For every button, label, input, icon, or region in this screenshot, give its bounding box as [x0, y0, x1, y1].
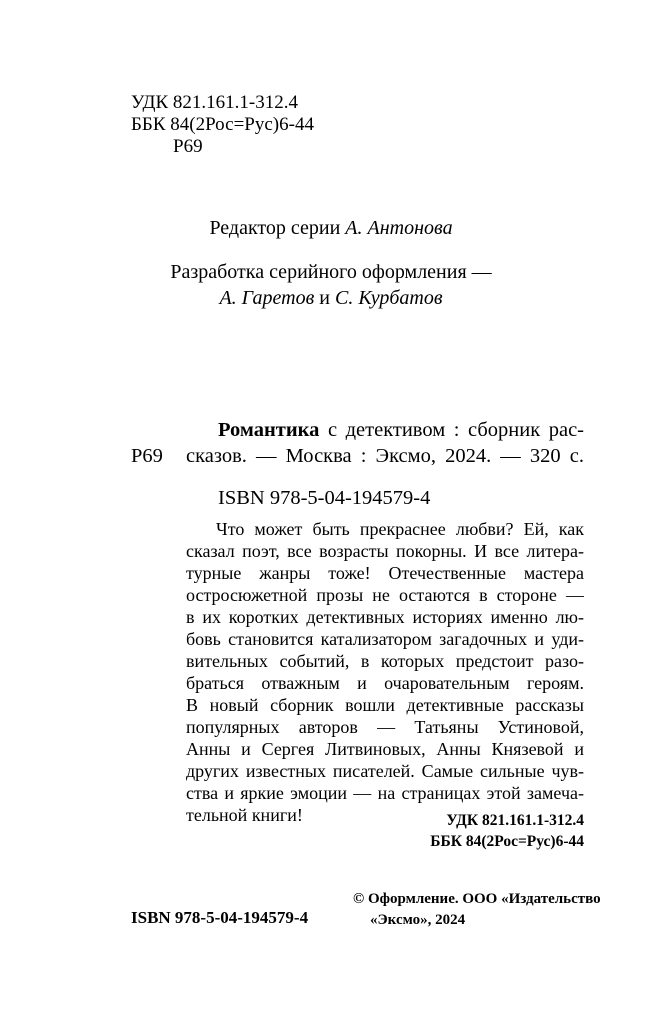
series-editor-label: Редактор серии	[209, 217, 341, 239]
annotation-line: Анны и Сергея Литвиновых, Анны Князевой и	[186, 739, 584, 759]
annotation-line: браться отважным и очаровательным героям.	[186, 673, 584, 693]
series-editor-line	[0, 215, 662, 241]
bib-title-line	[186, 417, 584, 443]
designer-1: А. Гаретов	[219, 287, 315, 309]
bib-isbn: ISBN 978-5-04-194579-4	[218, 487, 431, 509]
bib-title-bold: Романтика	[218, 419, 320, 441]
annotation-line: популярных авторов — Татьяны Устиновой,	[186, 717, 584, 737]
annotation-line: ства и яркие эмоции — на страницах этой замеча-	[186, 783, 584, 803]
bib-author-mark: Р69	[131, 445, 163, 467]
annotation-line: вительных событий, в которых предстоит разо-	[186, 651, 584, 671]
copyright-line-2: «Эксмо», 2024	[370, 912, 466, 928]
designers-line	[0, 285, 662, 311]
annotation-line: остросюжетной прозы не остаются в стороне —	[186, 585, 584, 605]
author-mark: Р69	[173, 136, 203, 157]
bib-line-2: сказов. — Москва : Эксмо, 2024. — 320 с.	[186, 445, 584, 467]
annotation-line: В новый сборник вошли детективные рассказы	[186, 695, 584, 715]
bottom-bbk-code: ББК 84(2Рос=Рус)6-44	[430, 833, 584, 850]
designer-2: С. Курбатов	[334, 287, 443, 309]
annotation-line: тельной книги!	[186, 805, 303, 825]
annotation-line: бовь становится катализатором загадочных и уди-	[186, 629, 584, 649]
annotation-line: других известных писателей. Самые сильные чув-	[186, 761, 584, 781]
annotation-line: турные жанры тоже! Отечественные мастера	[186, 563, 584, 583]
annotation	[186, 518, 584, 826]
bbk-code: ББК 84(2Рос=Рус)6-44	[131, 114, 314, 135]
annotation-line: сказал поэт, все возрасты покорны. И все литера-	[186, 541, 584, 561]
series-editor-name: А. Антонова	[345, 217, 453, 239]
bottom-udk-code: УДК 821.161.1-312.4	[446, 812, 584, 829]
footer-isbn: ISBN 978-5-04-194579-4	[131, 908, 309, 927]
design-label: Разработка серийного оформления —	[170, 261, 492, 283]
annotation-line: в их коротких детективных историях именно лю-	[186, 607, 584, 627]
and-word: и	[319, 287, 330, 309]
copyright-line-1: © Оформление. ООО «Издательство	[353, 891, 601, 907]
bib-title-rest: с детективом : сборник рас-	[319, 419, 584, 441]
annotation-line: Что может быть прекраснее любви? Ей, как	[216, 519, 584, 539]
udk-code: УДК 821.161.1-312.4	[131, 92, 298, 113]
